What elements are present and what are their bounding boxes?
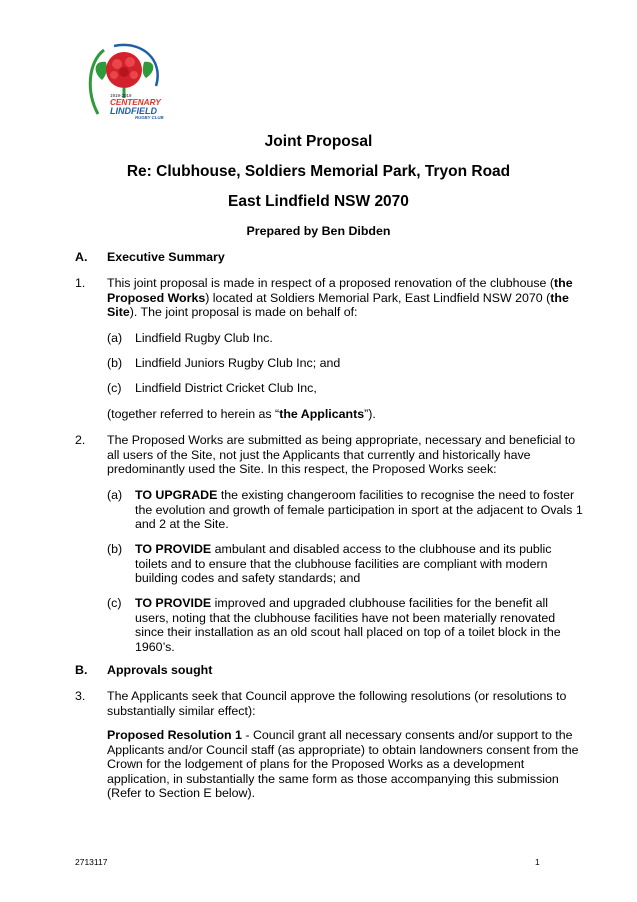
logo-lindfield: LINDFIELD xyxy=(110,106,157,116)
prepared-by: Prepared by Ben Dibden xyxy=(246,224,391,238)
para-1-item-a-label: (a) xyxy=(107,331,123,345)
footer-doc-number: 2713117 xyxy=(75,857,108,867)
para-2-item-b-text: TO PROVIDE ambulant and disabled access to the clubhouse and its public toilets and to ensure that the clubhouse facilities are compliant with modern building codes and safety standards; and xyxy=(135,542,552,586)
para-2-item-c-text: TO PROVIDE improved and upgraded clubhouse facilities for the benefit all users, noting that the clubhouse facilities have not been materially renovated since their installation as an old scout hall placed on top of a toilet block in the 1960’s. xyxy=(135,596,561,654)
para-2-number: 2. xyxy=(75,433,86,447)
para-1-item-a-text: Lindfield Rugby Club Inc. xyxy=(135,331,273,345)
para-2-item-a-label: (a) xyxy=(107,488,123,502)
logo-centenary: CENTENARY xyxy=(110,98,161,107)
para-1-item-b-text: Lindfield Juniors Rugby Club Inc; and xyxy=(135,356,341,370)
document-title: Joint Proposal xyxy=(264,133,373,150)
para-3-text: The Applicants seek that Council approve the following resolutions (or resolutions to substantially similar effect): xyxy=(107,689,567,718)
para-1-item-c-label: (c) xyxy=(107,381,122,395)
para-1-item-b-label: (b) xyxy=(107,356,123,370)
para-1-item-c-text: Lindfield District Cricket Club Inc, xyxy=(135,381,317,395)
section-b-heading: Approvals sought xyxy=(107,663,213,677)
para-3-number: 3. xyxy=(75,689,86,703)
para-1-text: This joint proposal is made in respect of a proposed renovation of the clubhouse (the Proposed Works) located at Soldiers Memorial Park, East Lindfield NSW 2070 (the Site). The joint proposal is made on behalf of: xyxy=(107,276,573,320)
para-2-item-c-label: (c) xyxy=(107,596,122,610)
logo-rugby-club: RUGBY CLUB xyxy=(135,115,164,120)
para-1-together: (together referred to herein as “the Applicants”). xyxy=(107,407,376,421)
logo-leaf-right xyxy=(143,62,154,78)
document-subtitle-1: Re: Clubhouse, Soldiers Memorial Park, Tryon Road xyxy=(126,163,511,180)
footer-page-number: 1 xyxy=(535,857,540,867)
para-2-text: The Proposed Works are submitted as being appropriate, necessary and beneficial to all users of the Site, not just the Applicants that currently and historically have predominantly used the Site. In this respect, the Proposed Works seek: xyxy=(107,433,576,477)
proposed-resolution-1: Proposed Resolution 1 - Council grant all necessary consents and/or support to the Applicants and/or Council staff (as appropriate) to obtain landowners consent from the Crown for the lodgement of plans for the Proposed Works as a development application, in substantially the same form as those accompanying this submission (Refer to Section E below). xyxy=(107,728,579,801)
document-subtitle-2: East Lindfield NSW 2070 xyxy=(228,193,409,210)
section-a-letter: A. xyxy=(75,250,88,264)
para-2-item-a-text: TO UPGRADE the existing changeroom facilities to recognise the need to foster the evolution and growth of female participation in sport at the adjacent to Ovals 1 and 2 at the Site. xyxy=(135,488,583,532)
logo-leaf-left xyxy=(96,62,107,80)
section-a-heading: Executive Summary xyxy=(107,250,225,264)
section-b-letter: B. xyxy=(75,663,88,677)
para-2-item-b-label: (b) xyxy=(107,542,123,556)
logo-swoosh-green xyxy=(90,50,104,114)
logo-years: 1919-2019 xyxy=(110,93,132,98)
para-1-number: 1. xyxy=(75,276,86,290)
